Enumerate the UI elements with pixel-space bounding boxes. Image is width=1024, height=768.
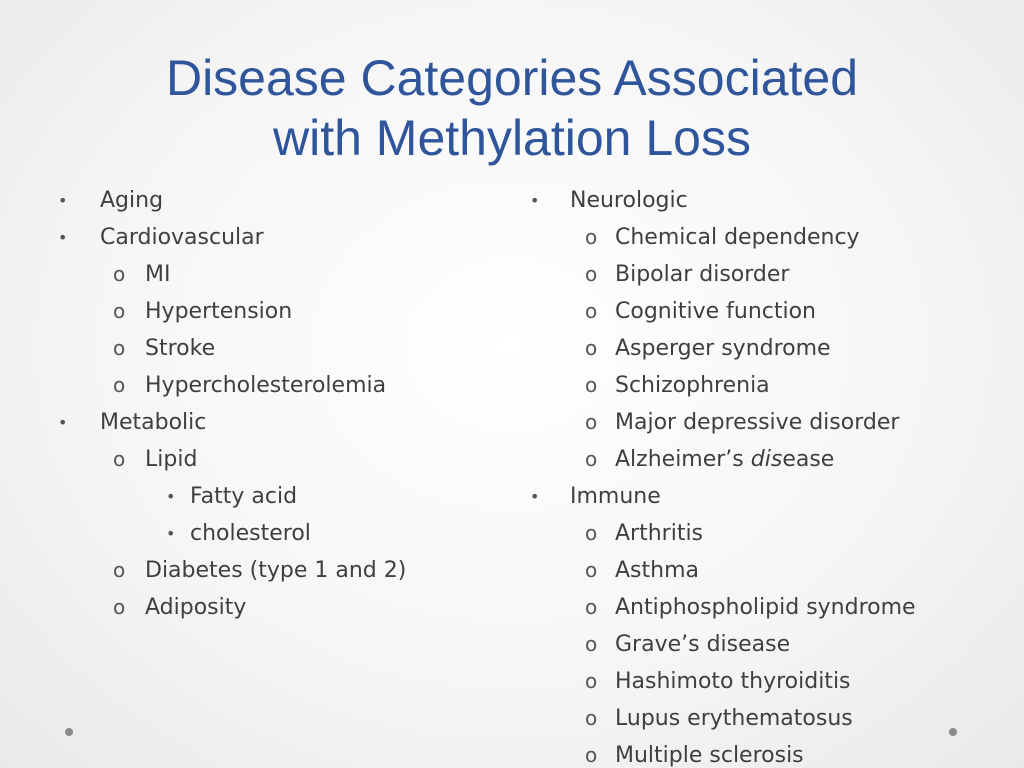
list-item-text xyxy=(615,441,834,478)
title-line-1: Disease Categories Associated xyxy=(165,50,859,106)
list-item xyxy=(530,626,1000,663)
list-item xyxy=(58,367,498,404)
corner-dot-right xyxy=(949,728,957,736)
circle-bullet-icon: o xyxy=(113,447,126,471)
bullet-icon: • xyxy=(530,191,540,210)
list-item xyxy=(58,293,498,330)
bullet-icon: • xyxy=(58,413,68,432)
title-line-2: with Methylation Loss xyxy=(272,110,751,166)
list-item-text: Diabetes (type 1 and 2) xyxy=(145,558,407,583)
list-item xyxy=(530,219,1000,256)
list-item xyxy=(530,293,1000,330)
list-item-text: cholesterol xyxy=(190,521,311,546)
list-item xyxy=(58,478,498,515)
circle-bullet-icon: o xyxy=(113,595,126,619)
bullet-icon: • xyxy=(530,487,540,506)
right-bullet-list xyxy=(530,182,1000,768)
list-item xyxy=(530,552,1000,589)
list-item xyxy=(530,737,1000,768)
left-bullet-list xyxy=(58,182,498,626)
circle-bullet-icon: o xyxy=(585,299,598,323)
circle-bullet-icon: o xyxy=(585,669,598,693)
circle-bullet-icon: o xyxy=(585,447,598,471)
list-item xyxy=(58,330,498,367)
circle-bullet-icon: o xyxy=(585,632,598,656)
list-item-text: Asperger syndrome xyxy=(615,336,831,361)
circle-bullet-icon: o xyxy=(585,262,598,286)
list-item-text: Adiposity xyxy=(145,595,247,620)
list-item xyxy=(58,515,498,552)
list-item-text: Schizophrenia xyxy=(615,373,770,398)
list-item xyxy=(58,404,498,441)
bullet-icon: • xyxy=(166,524,176,543)
list-item-text: Arthritis xyxy=(615,521,704,546)
list-item-text: Hypertension xyxy=(145,299,293,324)
slide-title xyxy=(0,48,1024,168)
bullet-icon: • xyxy=(58,228,68,247)
list-item xyxy=(58,552,498,589)
circle-bullet-icon: o xyxy=(585,521,598,545)
bullet-icon: • xyxy=(166,487,176,506)
circle-bullet-icon: o xyxy=(585,373,598,397)
circle-bullet-icon: o xyxy=(585,743,598,767)
list-item xyxy=(530,330,1000,367)
list-item xyxy=(530,478,1000,515)
circle-bullet-icon: o xyxy=(585,336,598,360)
list-item-text-part: ease xyxy=(782,447,835,472)
list-item-text: Immune xyxy=(570,484,661,509)
bullet-icon: • xyxy=(58,191,68,210)
list-item-text-italic: dis xyxy=(750,447,783,472)
list-item-text-part: Alzheimer’s xyxy=(615,447,751,472)
list-item-text: MI xyxy=(145,262,171,287)
list-item-text: Asthma xyxy=(615,558,699,583)
list-item-text: Chemical dependency xyxy=(615,225,860,250)
list-item xyxy=(58,256,498,293)
circle-bullet-icon: o xyxy=(585,410,598,434)
list-item xyxy=(530,182,1000,219)
list-item xyxy=(530,256,1000,293)
list-item xyxy=(530,367,1000,404)
list-item-text: Stroke xyxy=(145,336,216,361)
circle-bullet-icon: o xyxy=(585,225,598,249)
list-item-text: Antiphospholipid syndrome xyxy=(615,595,916,620)
circle-bullet-icon: o xyxy=(585,595,598,619)
list-item-text: Neurologic xyxy=(570,188,688,213)
list-item-text: Hypercholesterolemia xyxy=(145,373,387,398)
list-item-text: Multiple sclerosis xyxy=(615,743,804,768)
list-item xyxy=(58,441,498,478)
list-item xyxy=(58,589,498,626)
circle-bullet-icon: o xyxy=(113,262,126,286)
list-item-text: Hashimoto thyroiditis xyxy=(615,669,851,694)
list-item xyxy=(58,182,498,219)
list-item-text: Aging xyxy=(100,188,164,213)
circle-bullet-icon: o xyxy=(585,706,598,730)
circle-bullet-icon: o xyxy=(113,558,126,582)
list-item xyxy=(58,219,498,256)
circle-bullet-icon: o xyxy=(113,299,126,323)
list-item-text: Fatty acid xyxy=(190,484,298,509)
list-item-text: Cognitive function xyxy=(615,299,816,324)
list-item xyxy=(530,589,1000,626)
list-item xyxy=(530,515,1000,552)
list-item-text: Lupus erythematosus xyxy=(615,706,853,731)
list-item-text: Cardiovascular xyxy=(100,225,264,250)
list-item xyxy=(530,441,1000,478)
list-item xyxy=(530,663,1000,700)
list-item xyxy=(530,700,1000,737)
circle-bullet-icon: o xyxy=(113,336,126,360)
list-item-text: Grave’s disease xyxy=(615,632,791,657)
circle-bullet-icon: o xyxy=(113,373,126,397)
list-item-text: Lipid xyxy=(145,447,198,472)
corner-dot-left xyxy=(65,728,73,736)
list-item-text: Metabolic xyxy=(100,410,207,435)
list-item-text: Major depressive disorder xyxy=(615,410,900,435)
list-item-text: Bipolar disorder xyxy=(615,262,790,287)
list-item xyxy=(530,404,1000,441)
circle-bullet-icon: o xyxy=(585,558,598,582)
